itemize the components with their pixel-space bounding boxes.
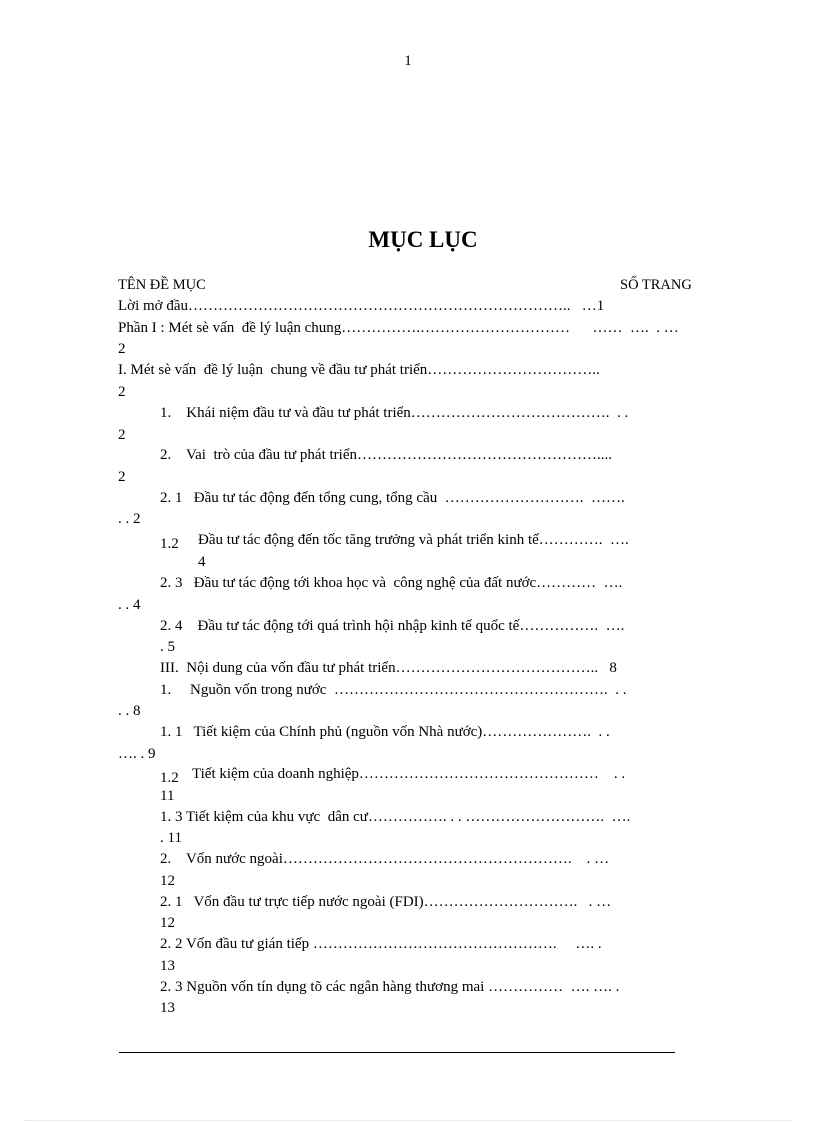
toc-entry-2-3: 2. 3 Đầu tư tác động tới khoa học và công nghệ của đất nước………… ….	[160, 575, 623, 591]
toc-entry-foreign-capital-page: 12	[160, 873, 175, 889]
toc-entry-2-3-credit: 2. 3 Nguồn vốn tín dụng tõ các ngân hàng thương mai …………… …. …. .	[160, 979, 620, 995]
toc-entry-2-2-page: 13	[160, 958, 175, 974]
footer-divider	[119, 1052, 675, 1053]
toc-entry-domestic-capital: 1. Nguồn vốn trong nước ………………………………………………. . .	[160, 682, 627, 698]
toc-entry-2-1: 2. 1 Đầu tư tác động đến tổng cung, tổng cầu ………………………. …….	[160, 490, 625, 506]
toc-entry-1-page: 2	[118, 427, 126, 443]
toc-entry-1: 1. Khái niệm đầu tư và đầu tư phát triển…………………………………. . .	[160, 405, 629, 421]
toc-entry-2: 2. Vai trò của đầu tư phát triển…………………………………………....	[160, 447, 612, 463]
toc-entry-2-3-credit-page: 13	[160, 1000, 175, 1016]
page-bottom-edge	[24, 1120, 792, 1121]
header-section-name: TÊN ĐỀ MỤC	[118, 277, 206, 293]
toc-entry-2-2: 2. 2 Vốn đầu tư gián tiếp …………………………………………. …. .	[160, 936, 602, 952]
toc-entry-1-1: 1. 1 Tiết kiệm của Chính phủ (nguồn vốn Nhà nước)…………………. . .	[160, 724, 610, 740]
toc-entry-section-iii: III. Nội dung của vốn đầu tư phát triển………………………………….. 8	[160, 660, 617, 676]
toc-entry-section-i-page: 2	[118, 384, 126, 400]
page-number: 1	[404, 53, 412, 69]
toc-entry-2-3-page: . . 4	[118, 597, 141, 613]
toc-entry-part-1-page: 2	[118, 341, 126, 357]
header-page-number: SỐ TRANG	[620, 277, 692, 293]
toc-entry-1-2-number: 1.2	[160, 536, 179, 552]
toc-entry-2-4: 2. 4 Đầu tư tác động tới quá trình hội nhập kinh tế quốc tế……………. ….	[160, 618, 625, 634]
toc-entry-section-i: I. Mét sè vấn đề lý luận chung về đầu tư phát triển……………………………..	[118, 362, 600, 378]
toc-entry-1-2: Đầu tư tác động đến tốc tăng trưởng và phát triển kinh tế…………. ….	[198, 532, 629, 548]
toc-entry-introduction: Lời mở đầu………………………………………………………………….. …1	[118, 298, 605, 314]
toc-entry-enterprise-savings-page: 11	[160, 788, 175, 804]
toc-entry-part-1: Phần I : Mét sè vấn đề lý luận chung…………….………………………… …… …. . …	[118, 320, 679, 336]
toc-entry-1-3: 1. 3 Tiết kiệm của khu vực dân cư……………. . . ………………………. ….	[160, 809, 631, 825]
toc-entry-2-1-page: . . 2	[118, 511, 141, 527]
toc-entry-enterprise-savings-number: 1.2	[160, 770, 179, 786]
document-title: MỤC LỤC	[368, 227, 478, 252]
toc-entry-1-2-page: 4	[198, 554, 206, 570]
toc-entry-1-1-page: …. . 9	[118, 746, 156, 762]
toc-entry-2-1-fdi: 2. 1 Vốn đầu tư trực tiếp nước ngoài (FDI)…………………………. . …	[160, 894, 612, 910]
toc-entry-foreign-capital: 2. Vốn nước ngoài…………………………………………………. . …	[160, 851, 610, 867]
toc-entry-enterprise-savings: Tiết kiệm của doanh nghiệp………………………………………… . .	[192, 766, 626, 782]
toc-entry-domestic-capital-page: . . 8	[118, 703, 141, 719]
toc-entry-2-4-page: . 5	[160, 639, 175, 655]
toc-entry-2-page: 2	[118, 469, 126, 485]
toc-entry-1-3-page: . 11	[160, 830, 182, 846]
toc-entry-2-1-fdi-page: 12	[160, 915, 175, 931]
